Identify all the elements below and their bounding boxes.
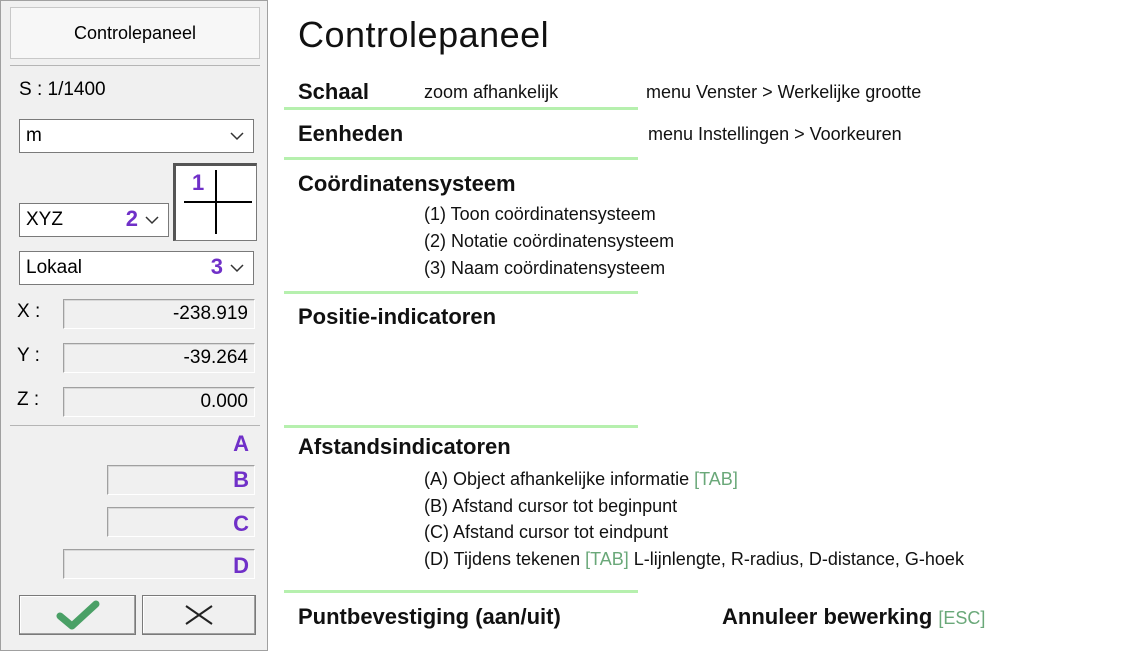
schaal-note: zoom afhankelijk	[424, 82, 559, 102]
z-field: 0.000	[63, 387, 255, 417]
confirm-point-button[interactable]	[19, 595, 136, 635]
afstand-item-d	[424, 549, 964, 570]
marker-1: 1	[192, 170, 205, 195]
y-field: -39.264	[63, 343, 255, 373]
afstand-item-d-detail: L-lijnlengte, R-radius, D-distance, G-hoek	[633, 549, 964, 569]
afstand-item-a	[424, 469, 738, 490]
control-panel	[0, 0, 268, 651]
panel-title: Controlepaneel	[10, 7, 260, 59]
axes-icon	[176, 166, 256, 240]
page-title: Controlepaneel	[298, 14, 550, 55]
heading-puntbevestiging: Puntbevestiging (aan/uit)	[298, 604, 561, 629]
afstand-item-d-text: (D) Tijdens tekenen	[424, 549, 581, 569]
divider	[284, 107, 638, 110]
marker-3: 3	[210, 254, 223, 279]
z-label: Z :	[17, 389, 40, 410]
chevron-down-icon	[229, 128, 245, 144]
divider	[284, 291, 638, 294]
divider	[10, 425, 260, 426]
divider	[284, 425, 638, 428]
coordinate-system-toggle[interactable]	[173, 163, 257, 241]
x-label: X :	[17, 301, 41, 322]
y-label: Y :	[17, 345, 40, 366]
marker-a: A	[233, 431, 249, 456]
chevron-down-icon	[229, 260, 245, 276]
scale-readout: S : 1/1400	[19, 79, 106, 100]
afstand-item-b: (B) Afstand cursor tot beginpunt	[424, 496, 678, 516]
cancel-edit-button[interactable]	[142, 595, 256, 635]
divider	[284, 157, 638, 160]
marker-d: D	[233, 553, 249, 578]
distance-field-d	[63, 549, 255, 579]
schaal-menu: menu Venster > Werkelijke grootte	[646, 82, 922, 102]
heading-annuleer	[722, 604, 985, 630]
tab-key-tag: [TAB]	[694, 469, 738, 489]
divider	[10, 65, 260, 66]
marker-c: C	[233, 511, 249, 536]
heading-schaal: Schaal	[298, 79, 369, 104]
heading-eenheden: Eenheden	[298, 121, 404, 146]
divider	[284, 590, 638, 593]
afstand-item-c: (C) Afstand cursor tot eindpunt	[424, 522, 669, 542]
marker-2: 2	[125, 206, 138, 231]
marker-b: B	[233, 467, 249, 492]
coord-item-1: (1) Toon coördinatensysteem	[424, 204, 656, 224]
coord-item-3: (3) Naam coördinatensysteem	[424, 258, 666, 278]
chevron-down-icon	[144, 212, 160, 228]
cross-icon	[182, 602, 216, 628]
unit-select[interactable]	[19, 119, 254, 153]
afstand-item-a-text: (A) Object afhankelijke informatie	[424, 469, 690, 489]
coord-notation-value: XYZ	[26, 209, 63, 230]
esc-key-tag: [ESC]	[938, 608, 986, 628]
x-field: -238.919	[63, 299, 255, 329]
coord-name-select[interactable]	[19, 251, 254, 285]
tab-key-tag: [TAB]	[585, 549, 629, 569]
eenheden-menu: menu Instellingen > Voorkeuren	[648, 124, 902, 144]
coord-notation-select[interactable]	[19, 203, 169, 237]
coord-item-2: (2) Notatie coördinatensysteem	[424, 231, 675, 251]
unit-value: m	[26, 125, 42, 146]
heading-afstandsindicatoren: Afstandsindicatoren	[298, 434, 511, 459]
heading-coordinatensysteem: Coördinatensysteem	[298, 171, 516, 196]
checkmark-icon	[56, 600, 100, 630]
coord-name-value: Lokaal	[26, 257, 82, 278]
annuleer-text: Annuleer bewerking	[722, 604, 933, 629]
heading-positie-indicatoren: Positie-indicatoren	[298, 304, 497, 329]
